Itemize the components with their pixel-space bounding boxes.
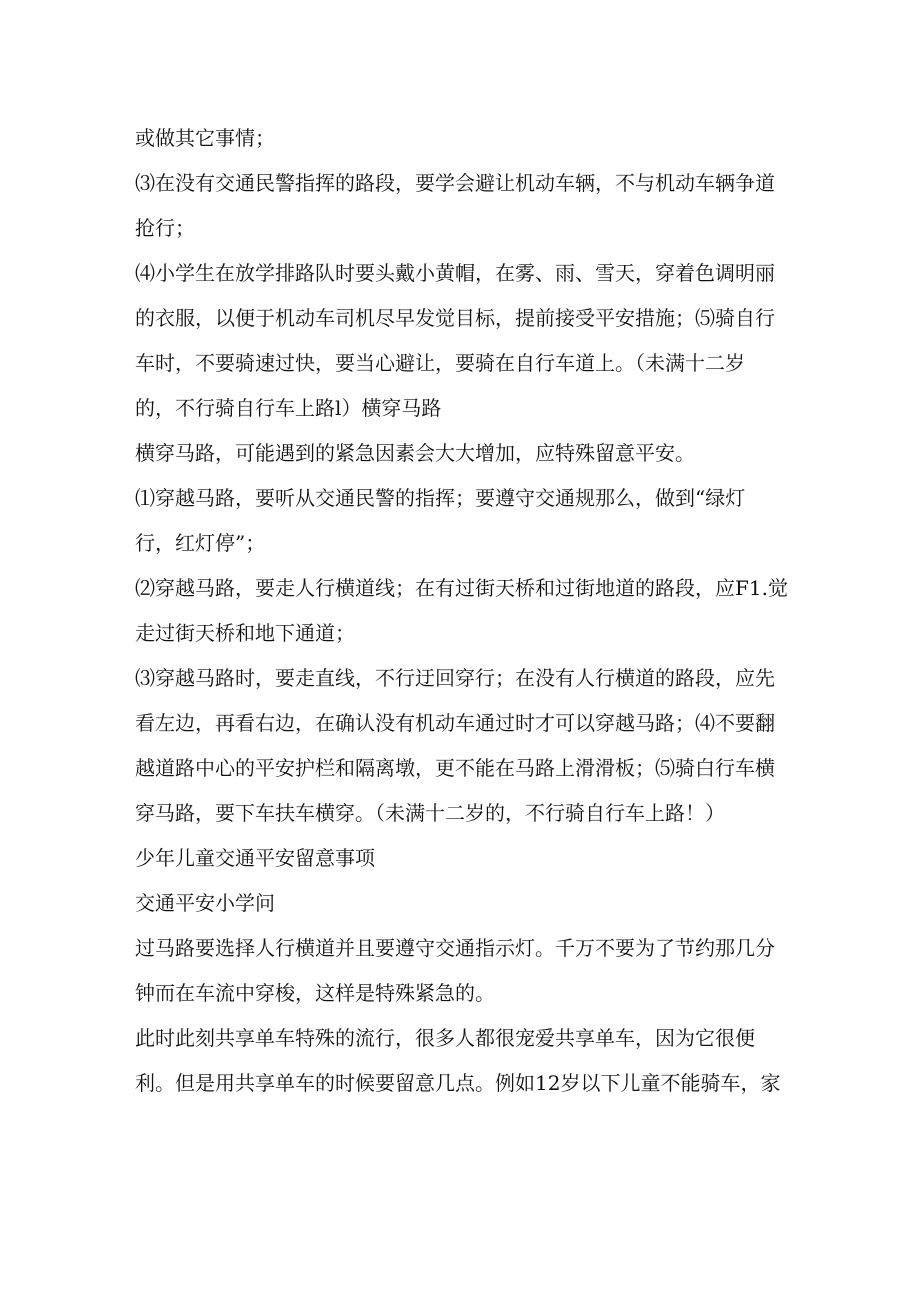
text-line: 或做其它事情； [135,126,275,150]
text-line: ⑵穿越马路，要走人行横道线；在有过街天桥和过街地道的路段，应F1.觉 [135,576,788,600]
text-line: 钟而在车流中穿梭，这样是特殊紧急的。 [135,981,495,1005]
text-line: ⑴穿越马路，要听从交通民警的指挥；要遵守交通规那么，做到“绿灯 [135,486,746,510]
text-line: ⑶穿越马路时，要走直线，不行迂回穿行；在没有人行横道的路段，应先 [135,666,775,690]
text-line: 的衣服，以便于机动车司机尽早发觉目标，提前接受平安措施；⑸骑自行 [135,306,775,330]
text-line: ⑷小学生在放学排路队时要头戴小黄帽，在雾、雨、雪天，穿着色调明丽 [135,261,775,285]
text-line: 越道路中心的平安护栏和隔离墩，更不能在马路上滑滑板；⑸骑白行车横 [135,756,775,780]
text-line: ⑶在没有交通民警指挥的路段，要学会避让机动车辆，不与机动车辆争道 [135,171,775,195]
text-line: 车时，不要骑速过快，要当心避让，要骑在自行车道上。（未满十二岁 [135,351,745,375]
section-heading: 交通平安小学问 [135,891,275,915]
section-heading: 少年儿童交通平安留意事项 [135,846,375,870]
text-line: 看左边，再看右边，在确认没有机动车通过时才可以穿越马路；⑷不要翻 [135,711,775,735]
text-line: 穿马路，要下车扶车横穿。（未满十二岁的，不行骑自行车上路！） [135,801,725,825]
text-line: 过马路要选择人行横道并且要遵守交通指示灯。千万不要为了节约那几分 [135,936,775,960]
text-line: 此时此刻共享单车特殊的流行，很多人都很宠爱共享单车，因为它很便 [135,1026,755,1050]
text-line: 利。但是用共享单车的时候要留意几点。例如12岁以下儿童不能骑车，家 [135,1071,781,1095]
text-line: 的，不行骑自行车上路l）横穿马路 [135,396,442,420]
text-line: 行，红灯停”； [135,531,266,555]
text-line: 横穿马路，可能遇到的紧急因素会大大增加，应特殊留意平安。 [135,441,695,465]
text-line: 走过街天桥和地下通道； [135,621,355,645]
text-line: 抢行； [135,216,195,240]
document-body [135,116,788,1106]
